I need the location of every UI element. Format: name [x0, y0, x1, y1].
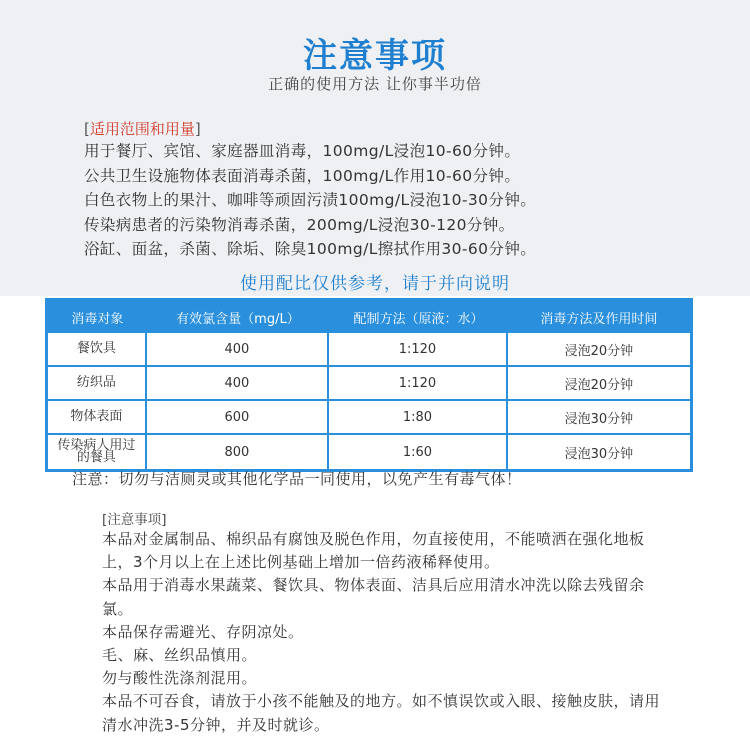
table-cell: 物体表面 [48, 401, 147, 435]
table-cell: 浸泡20分钟 [508, 333, 690, 367]
page-subtitle: 正确的使用方法 让你事半功倍 [268, 75, 482, 93]
ratio-note: 使用配比仅供参考，请于并向说明 [240, 274, 510, 294]
table-cell: 1:60 [329, 435, 508, 469]
table-row [48, 435, 690, 469]
table-cell: 1:80 [329, 401, 508, 435]
table-cell: 400 [147, 367, 329, 401]
notes-line: 本品不可吞食，请放于小孩不能触及的地方。如不慎误饮或入眼、接触皮肤，请用清水冲洗3-5分钟，并及时就诊。 [102, 692, 661, 734]
table-cell: 1:120 [329, 333, 508, 367]
table-cell: 800 [147, 435, 329, 469]
notes-line: 勿与酸性洗涤剂混用。 [102, 669, 258, 688]
scope-heading-text: 适用范围和用量 [89, 120, 195, 138]
table-cell: 浸泡30分钟 [508, 401, 690, 435]
notes-heading: [注意事项] [102, 512, 167, 528]
scope-heading [84, 118, 201, 139]
dosage-table [45, 298, 693, 472]
table-row [48, 333, 690, 367]
table-header-cell: 有效氯含量（mg/L） [147, 301, 329, 333]
scope-line: 用于餐厅、宾馆、家庭器皿消毒，100mg/L浸泡10-60分钟。 [84, 142, 521, 160]
scope-line: 公共卫生设施物体表面消毒杀菌，100mg/L作用10-60分钟。 [84, 166, 521, 185]
table-header-cell: 配制方法（原液：水） [329, 301, 508, 333]
table-cell: 纺织品 [48, 367, 147, 401]
table-row [48, 401, 690, 435]
scope-line: 浴缸、面盆，杀菌、除垢、除臭100mg/L擦拭作用30-60分钟。 [84, 240, 537, 258]
notes-line: 毛、麻、丝织品慎用。 [102, 646, 258, 665]
table-header-cell: 消毒对象 [48, 301, 147, 333]
table-cell: 1:120 [329, 367, 508, 401]
page-title: 注意事项 [303, 36, 447, 76]
table-header-row [48, 301, 690, 333]
notes-line: 本品用于消毒水果蔬菜、餐饮具、物体表面、洁具后应用清水冲洗以除去残留余氯。 [102, 576, 645, 618]
notes-line: 本品对金属制品、棉织品有腐蚀及脱色作用，勿直接使用，不能喷洒在强化地板上，3个月以上在上述比例基础上增加一倍药液稀释使用。 [102, 530, 645, 572]
table-cell: 600 [147, 401, 329, 435]
table-cell: 餐饮具 [48, 333, 147, 367]
table-row [48, 367, 690, 401]
scope-heading-open-bracket: [ [84, 120, 90, 138]
table-header-cell: 消毒方法及作用时间 [508, 301, 690, 333]
scope-heading-close-bracket: ] [194, 120, 201, 138]
table-cell: 400 [147, 333, 329, 367]
notes-line: 本品保存需避光、存阴凉处。 [102, 622, 304, 641]
table-cell: 传染病人用过的餐具 [48, 435, 147, 469]
scope-line: 传染病患者的污染物消毒杀菌，200mg/L浸泡30-120分钟。 [84, 215, 515, 234]
scope-list [84, 139, 724, 262]
warning-text: 注意：切勿与洁厕灵或其他化学品一同使用，以免产生有毒气体！ [72, 470, 522, 488]
scope-line: 白色衣物上的果汁、咖啡等顽固污渍100mg/L浸泡10-30分钟。 [84, 191, 537, 209]
table-cell: 浸泡20分钟 [508, 367, 690, 401]
table-cell: 浸泡30分钟 [508, 435, 690, 469]
notes-list [102, 528, 662, 737]
